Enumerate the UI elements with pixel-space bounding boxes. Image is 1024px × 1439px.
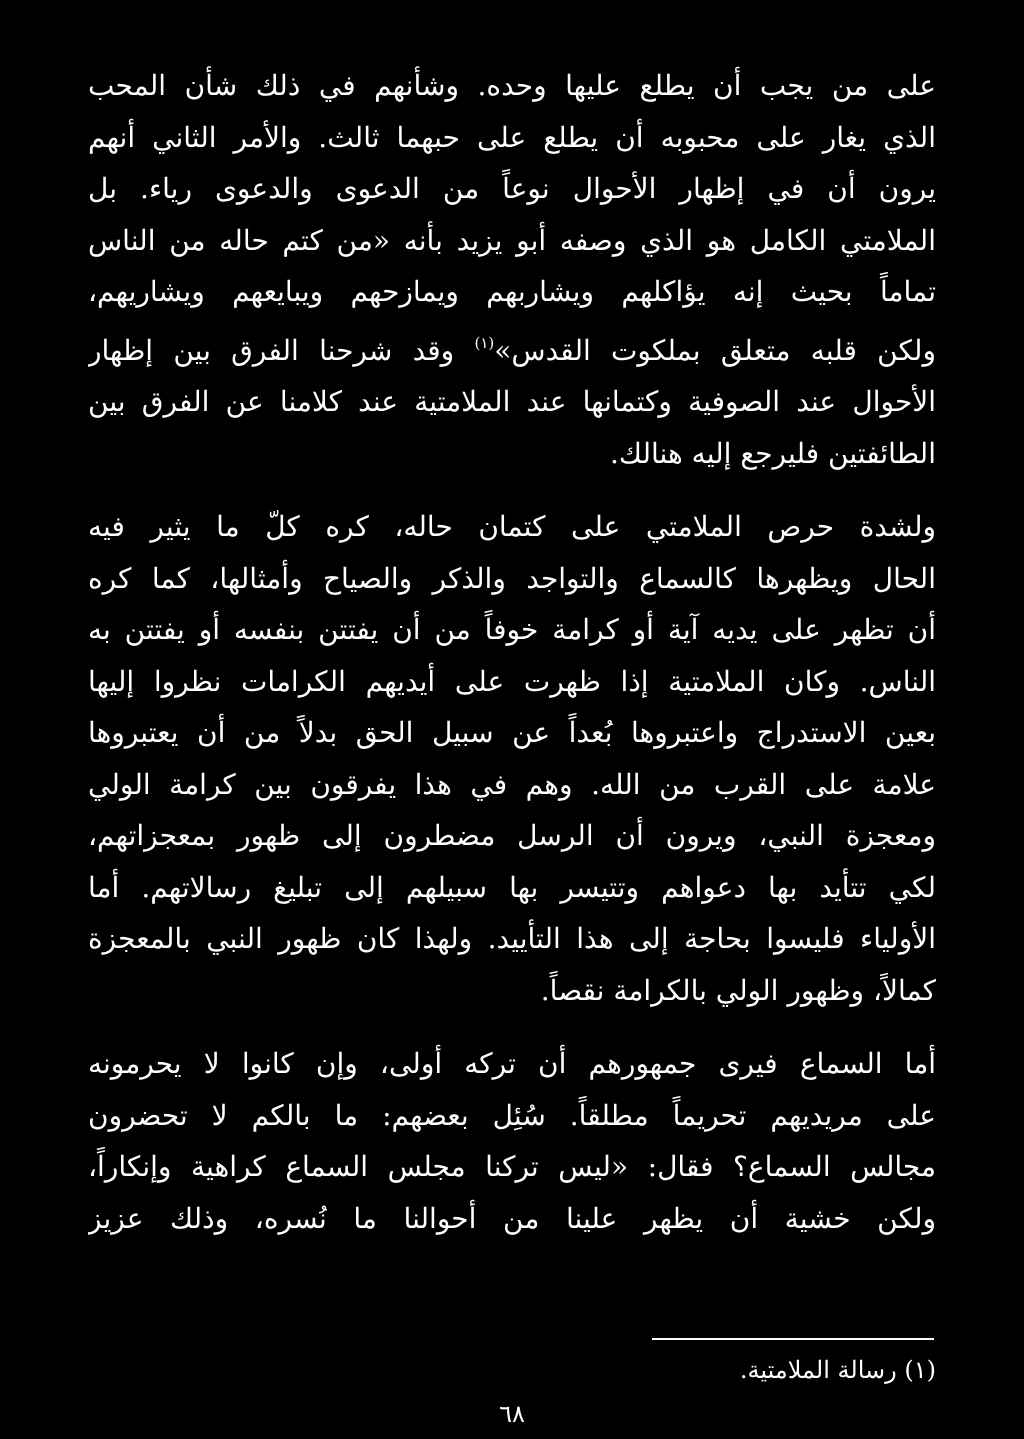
text-line: أن تظهر على يديه آية أو كرامة خوفاً من أن يفتتن بنفسه أو يفتتن به — [88, 613, 936, 646]
paragraph-gap — [88, 479, 936, 501]
text-line: الملامتي الكامل هو الذي وصفه أبو يزيد بأنه «من كتم حاله من الناس — [88, 223, 936, 257]
text-segment: وقد شرحنا الفرق بين إظهار — [88, 333, 455, 367]
paragraph-1 — [88, 60, 936, 479]
footnote-divider — [652, 1338, 934, 1340]
text-line: ولشدة حرص الملامتي على كتمان حاله، كره كلّ ما يثير فيه — [88, 510, 936, 543]
text-line: لكي تتأيد بها دعواهم وتتيسر بها سبيلهم إلى تبليغ رسالاتهم. أما — [88, 870, 936, 904]
text-segment: ولكن قلبه متعلق بملكوت القدس» — [494, 333, 936, 367]
text-line: الحال ويظهرها كالسماع والتواجد والذكر والصياح وأمثالها، كما كره — [88, 561, 936, 595]
text-line: الناس. وكان الملامتية إذا ظهرت على أيديهم الكرامات نظروا إليها — [88, 664, 936, 698]
text-line: تماماً بحيث إنه يؤاكلهم ويشاربهم ويمازحهم ويبايعهم ويشاريهم، — [88, 275, 936, 308]
footnote-item — [88, 1356, 936, 1384]
page-number: ٦٨ — [499, 1400, 525, 1428]
footnote-marker: (١) — [904, 1356, 936, 1384]
text-line-with-reference — [88, 318, 936, 377]
footnote-text: رسالة الملامتية. — [739, 1356, 897, 1384]
text-line: الطائفتين فليرجع إليه هنالك. — [610, 436, 936, 470]
text-line: الذي يغار على محبوبه أن يطلع على حبهما ثالث. والأمر الثاني أنهم — [88, 120, 936, 154]
text-line: يرون أن في إظهار الأحوال نوعاً من الدعوى والدعوى رياء. بل — [88, 172, 936, 205]
text-line: الأحوال عند الصوفية وكتمانها عند الملامتية عند كلامنا عن الفرق بين — [88, 385, 936, 418]
text-line: الأولياء فليسوا بحاجة إلى هذا التأييد. ولهذا كان ظهور النبي بالمعجزة — [88, 922, 936, 955]
paragraph-3 — [88, 1038, 936, 1244]
text-line: كمالاً، وظهور الولي بالكرامة نقصاً. — [540, 973, 936, 1007]
text-line: بعين الاستدراج واعتبروها بُعداً عن سبيل الحق بدلاً من أن يعتبروها — [88, 716, 936, 749]
text-line: ولكن خشية أن يظهر علينا من أحوالنا ما نُسره، وذلك عزيز — [88, 1201, 936, 1235]
text-line: ومعجزة النبي، ويرون أن الرسل مضطرون إلى ظهور بمعجزاتهم، — [88, 819, 936, 852]
text-line: علامة على القرب من الله. وهم في هذا يفرقون بين كرامة الولي — [88, 767, 936, 801]
text-line: على من يجب أن يطلع عليها وحده. وشأنهم في ذلك شأن المحب — [88, 69, 936, 102]
footnote-reference: (١) — [474, 333, 495, 352]
text-line: مجالس السماع؟ فقال: «ليس تركنا مجلس السماع كراهية وإنكاراً، — [88, 1150, 936, 1183]
paragraph-2 — [88, 501, 936, 1016]
text-line: أما السماع فيرى جمهورهم أن تركه أولى، وإن كانوا لا يحرمونه — [88, 1047, 936, 1080]
paragraph-gap — [88, 1016, 936, 1038]
text-line: على مريديهم تحريماً مطلقاً. سُئِل بعضهم: ما بالكم لا تحضرون — [88, 1098, 936, 1132]
footnotes — [88, 1356, 936, 1384]
